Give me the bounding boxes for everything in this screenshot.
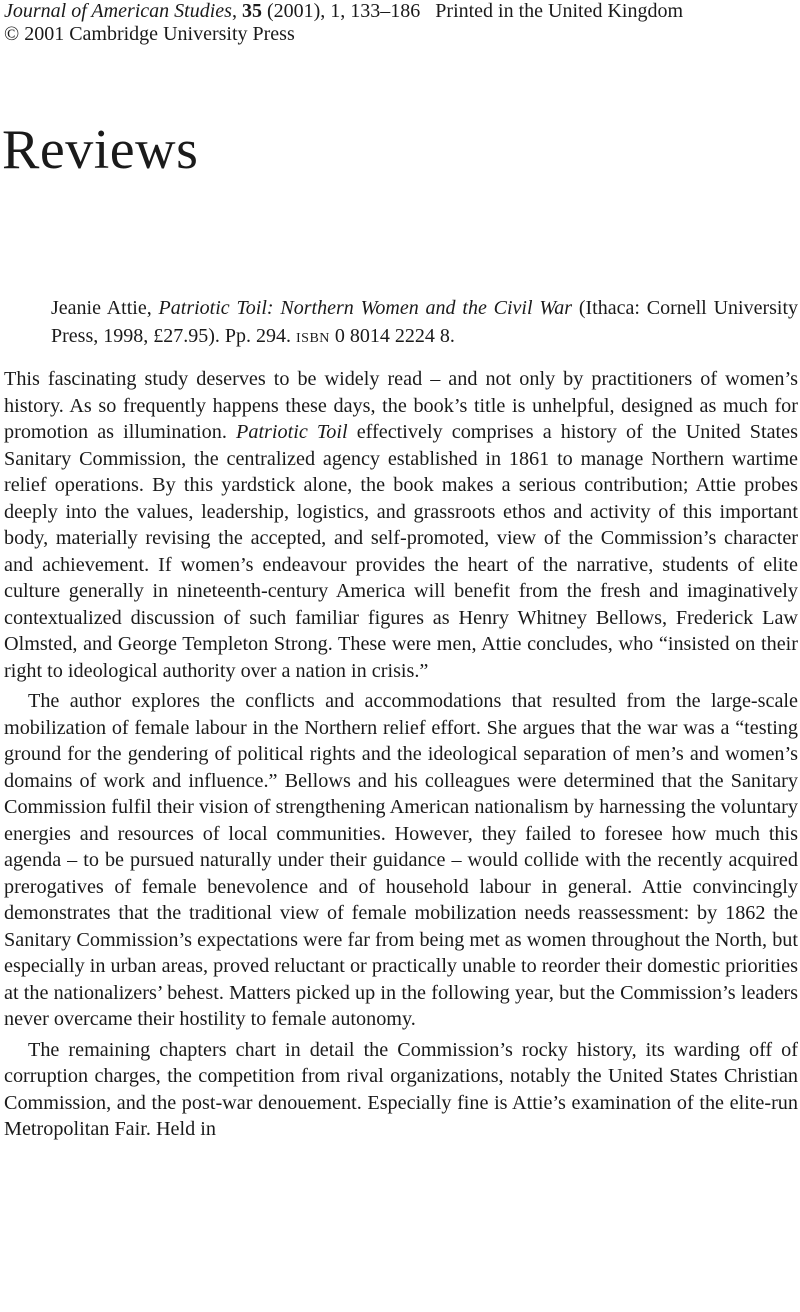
section-title: Reviews	[2, 119, 199, 181]
review-paragraph-1	[4, 366, 798, 684]
journal-comma: ,	[231, 0, 242, 22]
copyright-line: © 2001 Cambridge University Press	[4, 23, 295, 45]
paragraph-1-book-title: Patriotic Toil	[236, 421, 348, 443]
paragraph-1-text-a: This fascinating study deserves to be widely read – and not only by practitioners of women’s history. As so frequently happens these days, the book’s title is unhelpful, designed as much for promotion as illumination.	[4, 368, 798, 443]
isbn-label: isbn	[296, 325, 330, 347]
printed-location: Printed in the United Kingdom	[435, 0, 684, 22]
review-body	[4, 366, 798, 1147]
journal-issue-pages: (2001), 1, 133–186	[261, 0, 421, 22]
journal-name: Journal of American Studies	[4, 0, 232, 22]
book-title: Patriotic Toil: Northern Women and the Civil War	[158, 297, 572, 319]
review-paragraph-3: The remaining chapters chart in detail the Commission’s rocky history, its warding off of corruption charges, the competition from rival organizations, notably the United States Christian Commission, and the post-war denouement. Especially fine is Attie’s examination of the elite-run Metropolitan Fair. Held in	[4, 1038, 798, 1140]
isbn-number: 0 8014 2224 8.	[329, 325, 455, 347]
review-paragraph-2: The author explores the conflicts and accommodations that resulted from the large-scale mobilization of female labour in the Northern relief effort. She argues that the war was a “testing ground for the gendering of political rights and the ideological separation of men’s and women’s domains of work and influence.” Bellows and his colleagues were determined that the Sanitary Commission fulfil their vision of strengthening American nationalism by harnessing the voluntary energies and resources of local communities. However, they failed to foresee how much this agenda – to be pursued naturally under their guidance – would collide with the recently acquired prerogatives of female benevolence and of household labour in general. Attie convincingly demonstrates that the traditional view of female mobilization needs reassessment: by 1862 the Sanitary Commission’s expectations were far from being met as women throughout the North, but especially in urban areas, proved reluctant or practically unable to reorder their domestic priorities at the nationalizers’ behest. Matters picked up in the following year, but the Commission’s leaders never overcame their hostility to female autonomy.	[4, 690, 798, 1030]
journal-volume: 35	[241, 0, 262, 22]
book-author: Jeanie Attie,	[51, 297, 159, 319]
book-publication: (Ithaca: Cornell University Press, 1998, £27.95). Pp. 294.	[51, 297, 799, 347]
paragraph-1-text-b: effectively comprises a history of the United States Sanitary Commission, the centralized agency established in 1861 to manage Northern wartime relief operations. By this yardstick alone, the book makes a serious contribution; Attie probes deeply into the values, leadership, logistics, and grassroots ethos and activity of this important body, materially revising the accepted, and self-promoted, view of the Commission’s character and achievement. If women’s endeavour provides the heart of the narrative, students of elite culture generally in nineteenth-century America will benefit from the fresh and imaginatively contextualized discussion of such familiar figures as Henry Whitney Bellows, Frederick Law Olmsted, and George Templeton Strong. These were men, Attie concludes, who “insisted on their right to ideological authority over a nation in crisis.”	[4, 421, 798, 682]
book-citation	[51, 294, 798, 350]
running-header	[4, 0, 798, 46]
